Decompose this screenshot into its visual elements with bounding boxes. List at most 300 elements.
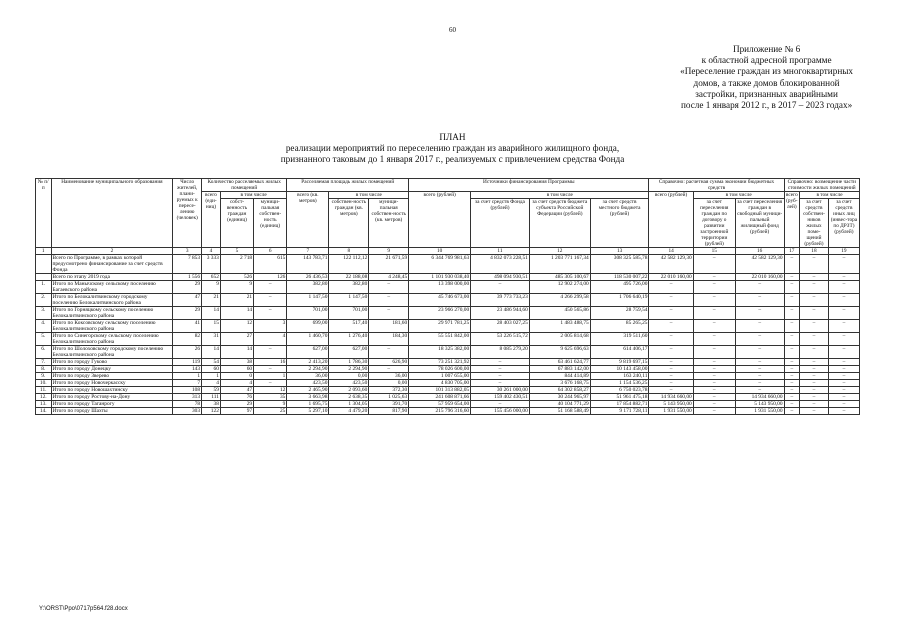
value-cell: – xyxy=(784,274,800,281)
value-cell: 55 551 842,00 xyxy=(409,333,471,346)
value-cell: 450 565,86 xyxy=(529,307,590,320)
row-number-cell: 12. xyxy=(36,394,52,401)
header-cell-area-muni: муници-пальная собствен-ность (кв. метров) xyxy=(369,199,409,248)
value-cell: – xyxy=(800,255,829,274)
value-cell: 97 xyxy=(220,408,253,415)
value-cell: – xyxy=(254,281,287,294)
municipality-name-cell: Итого по городу Новошахтинску xyxy=(51,387,173,394)
value-cell: 47 xyxy=(173,294,202,307)
value-cell: 423,50 xyxy=(287,380,329,387)
value-cell: 23 486 944,60 xyxy=(471,307,530,320)
value-cell: 2 638,35 xyxy=(329,394,369,401)
value-cell: 652 xyxy=(202,274,221,281)
value-cell: 21 671,59 xyxy=(369,255,409,274)
value-cell: 2 005 814,68 xyxy=(529,333,590,346)
column-number-cell: 9 xyxy=(369,248,409,255)
column-number-cell: 6 xyxy=(254,248,287,255)
value-cell: 1 304,05 xyxy=(329,401,369,408)
value-cell: – xyxy=(800,401,829,408)
municipality-name-cell: Итого по городу Зверево xyxy=(51,373,173,380)
value-cell: 17 854 882,71 xyxy=(590,401,649,408)
value-cell: – xyxy=(649,333,693,346)
value-cell: 1 xyxy=(202,373,221,380)
value-cell: 0,00 xyxy=(329,373,369,380)
column-number-cell: 10 xyxy=(409,248,471,255)
value-cell: – xyxy=(828,333,859,346)
value-cell: 215 796 316,60 xyxy=(409,408,471,415)
value-cell: 31 xyxy=(202,333,221,346)
value-cell: 14 xyxy=(202,346,221,359)
value-cell: 4 xyxy=(220,380,253,387)
municipality-name-cell: Итого по Белокалитвинскому городскому поселению Белокалитвинского района xyxy=(51,294,173,307)
value-cell: 701,00 xyxy=(329,307,369,320)
value-cell: – xyxy=(693,359,735,366)
value-cell: 101 313 882,05 xyxy=(409,387,471,394)
value-cell: – xyxy=(828,320,859,333)
header-cell-in-that: в том числе xyxy=(471,192,649,199)
value-cell: – xyxy=(828,387,859,394)
value-cell: – xyxy=(649,294,693,307)
value-cell: 12 902 274,00 xyxy=(529,281,590,294)
value-cell: – xyxy=(784,408,800,415)
value-cell: 1 007 655,00 xyxy=(409,373,471,380)
value-cell: 9 xyxy=(202,281,221,294)
value-cell: 51 961 475,18 xyxy=(590,394,649,401)
value-cell: 1 931 550,00 xyxy=(649,408,693,415)
table-row xyxy=(36,380,860,387)
value-cell: 78 026 600,00 xyxy=(409,366,471,373)
value-cell: 5 143 950,00 xyxy=(735,401,784,408)
value-cell: 1 695,75 xyxy=(287,401,329,408)
value-cell: – xyxy=(254,346,287,359)
header-cell-source-subject: за счет средств бюджета субъекта Российской Федерации (рублей) xyxy=(529,199,590,248)
value-cell: 42 582 129,30 xyxy=(735,255,784,274)
column-number-cell: 3 xyxy=(173,248,202,255)
value-cell: 184,30 xyxy=(369,333,409,346)
value-cell: – xyxy=(693,394,735,401)
value-cell: 27 xyxy=(220,333,253,346)
header-cell-area-owned: собствен-ность граждан (кв. метров) xyxy=(329,199,369,248)
value-cell: – xyxy=(800,281,829,294)
row-number-cell: 2. xyxy=(36,294,52,307)
value-cell: 155 456 000,00 xyxy=(471,408,530,415)
value-cell: 627,00 xyxy=(329,346,369,359)
row-number-cell: 5. xyxy=(36,333,52,346)
file-path-footer: Y:\ORST\Ppo\0717p564.f28.docx xyxy=(39,606,128,612)
value-cell: – xyxy=(693,320,735,333)
value-cell: – xyxy=(828,401,859,408)
value-cell: – xyxy=(828,294,859,307)
value-cell: 526 xyxy=(220,274,253,281)
value-cell: 85 265,25 xyxy=(590,320,649,333)
header-cell-in-that: в том числе xyxy=(693,192,784,199)
value-cell: 181,60 xyxy=(369,320,409,333)
value-cell: 45 746 673,00 xyxy=(409,294,471,307)
table-row xyxy=(36,394,860,401)
table-row xyxy=(36,274,860,281)
value-cell: 699,00 xyxy=(287,320,329,333)
value-cell: 29 xyxy=(220,401,253,408)
value-cell: – xyxy=(693,307,735,320)
value-cell: 122 112,12 xyxy=(329,255,369,274)
value-cell: 14 934 660,00 xyxy=(735,394,784,401)
plan-heading xyxy=(0,132,905,166)
value-cell: 2 294,90 xyxy=(287,366,329,373)
value-cell: 382,80 xyxy=(329,281,369,294)
value-cell: 22 188,08 xyxy=(329,274,369,281)
value-cell: – xyxy=(800,366,829,373)
table-row xyxy=(36,359,860,366)
value-cell: 1 203 771 167,34 xyxy=(529,255,590,274)
value-cell: 1 931 550,00 xyxy=(735,408,784,415)
row-number-cell xyxy=(36,274,52,281)
value-cell: 16 xyxy=(254,359,287,366)
value-cell: – xyxy=(649,359,693,366)
value-cell: 25 xyxy=(254,408,287,415)
column-number-cell: 13 xyxy=(590,248,649,255)
value-cell: – xyxy=(828,255,859,274)
value-cell: 626,90 xyxy=(369,359,409,366)
value-cell: – xyxy=(735,366,784,373)
row-number-cell: 1. xyxy=(36,281,52,294)
header-cell-refund-group: Справочно: возмещение части стоимости жилых помещений xyxy=(784,179,859,192)
table-header xyxy=(36,179,860,255)
value-cell: – xyxy=(693,380,735,387)
value-cell: – xyxy=(471,373,530,380)
value-cell: 15 xyxy=(202,320,221,333)
value-cell: – xyxy=(369,366,409,373)
value-cell: 12 xyxy=(254,387,287,394)
value-cell: – xyxy=(649,380,693,387)
value-cell: 1 556 xyxy=(173,274,202,281)
header-cell-no: № п/п xyxy=(36,179,52,248)
value-cell: – xyxy=(693,366,735,373)
appendix-line: «Переселение граждан из многоквартирных xyxy=(680,66,853,77)
value-cell: 26 xyxy=(173,346,202,359)
value-cell: – xyxy=(649,281,693,294)
value-cell: 82 xyxy=(173,333,202,346)
value-cell: – xyxy=(735,294,784,307)
value-cell: 4 832 073 228,51 xyxy=(471,255,530,274)
value-cell: – xyxy=(735,281,784,294)
value-cell: – xyxy=(369,294,409,307)
value-cell: – xyxy=(254,366,287,373)
value-cell: 4 xyxy=(254,333,287,346)
value-cell: 5 143 950,00 xyxy=(649,401,693,408)
row-number-cell: 11. xyxy=(36,387,52,394)
column-number-cell: 17 xyxy=(784,248,800,255)
value-cell: – xyxy=(800,380,829,387)
table-row xyxy=(36,294,860,307)
value-cell: 9 xyxy=(220,281,253,294)
value-cell: 14 xyxy=(220,307,253,320)
value-cell: 21 xyxy=(202,294,221,307)
value-cell: – xyxy=(693,333,735,346)
value-cell: 4 830 705,00 xyxy=(409,380,471,387)
header-cell-in-that: в том числе xyxy=(220,192,286,199)
table-row xyxy=(36,320,860,333)
value-cell: – xyxy=(784,366,800,373)
table-row xyxy=(36,401,860,408)
value-cell: 59 xyxy=(202,387,221,394)
column-number-cell: 14 xyxy=(649,248,693,255)
value-cell: 36,00 xyxy=(369,373,409,380)
value-cell: 2 294,90 xyxy=(329,366,369,373)
value-cell: – xyxy=(649,373,693,380)
value-cell: 2 718 xyxy=(220,255,253,274)
value-cell: – xyxy=(800,333,829,346)
value-cell: – xyxy=(735,373,784,380)
table-row xyxy=(36,366,860,373)
header-cell-count-total: всего (еди-ниц) xyxy=(202,192,221,248)
appendix-line: домов, а также домов блокированной xyxy=(693,77,840,88)
row-number-cell: 4. xyxy=(36,320,52,333)
value-cell: 60 xyxy=(220,366,253,373)
row-number-cell: 3. xyxy=(36,307,52,320)
value-cell: – xyxy=(254,307,287,320)
header-cell-residents: Число жителей, плани-руемых к пересе-лению (человек) xyxy=(173,179,202,248)
appendix-block xyxy=(680,44,853,111)
value-cell: – xyxy=(471,401,530,408)
value-cell: – xyxy=(800,320,829,333)
value-cell: – xyxy=(649,387,693,394)
column-number-row xyxy=(36,248,860,255)
value-cell: 29 xyxy=(173,307,202,320)
value-cell: 159 402 430,51 xyxy=(471,394,530,401)
value-cell: 1 xyxy=(254,373,287,380)
column-number-cell: 18 xyxy=(800,248,829,255)
value-cell: – xyxy=(784,281,800,294)
column-number-cell: 2 xyxy=(51,248,173,255)
value-cell: 14 xyxy=(220,346,253,359)
column-number-cell: 7 xyxy=(287,248,329,255)
municipality-name-cell: Всего по этапу 2019 года xyxy=(51,274,173,281)
table-row xyxy=(36,408,860,415)
plan-table xyxy=(35,178,860,415)
value-cell: – xyxy=(693,281,735,294)
value-cell: 38 xyxy=(220,359,253,366)
value-cell: – xyxy=(784,387,800,394)
value-cell: 1 276,40 xyxy=(329,333,369,346)
header-cell-economy-group: Справочно: расчетная сумма экономии бюджетных средств xyxy=(649,179,784,192)
row-number-cell: 9. xyxy=(36,373,52,380)
value-cell: – xyxy=(369,307,409,320)
value-cell: 30 244 965,97 xyxy=(529,394,590,401)
value-cell: 4 248,45 xyxy=(369,274,409,281)
row-number-cell xyxy=(36,255,52,274)
appendix-line: застройки, признанных аварийными xyxy=(695,88,838,99)
value-cell: 313 xyxy=(173,394,202,401)
value-cell: 3 333 xyxy=(202,255,221,274)
value-cell: 108 xyxy=(173,387,202,394)
value-cell: 3 663,98 xyxy=(287,394,329,401)
value-cell: – xyxy=(800,373,829,380)
value-cell: 143 xyxy=(173,366,202,373)
value-cell: – xyxy=(800,274,829,281)
header-cell-count-group: Количество расселяемых жилых помещений xyxy=(202,179,287,192)
value-cell: 614 406,17 xyxy=(590,346,649,359)
value-cell: 12 xyxy=(220,320,253,333)
value-cell: 126 xyxy=(254,274,287,281)
municipality-name-cell: Итого по Синегорскому сельскому поселению Белокалитвинского района xyxy=(51,333,173,346)
value-cell: 111 xyxy=(202,394,221,401)
value-cell: 13 398 000,00 xyxy=(409,281,471,294)
value-cell: – xyxy=(828,274,859,281)
row-number-cell: 10. xyxy=(36,380,52,387)
appendix-line: Приложение № 6 xyxy=(732,44,801,54)
header-cell-economy-total: всего (рублей) xyxy=(649,192,693,248)
value-cell: 35 xyxy=(254,394,287,401)
plan-subtitle-line: реализации мероприятий по переселению граждан из аварийного жилищного фонда, xyxy=(285,143,620,154)
value-cell: 73 251 321,92 xyxy=(409,359,471,366)
municipality-name-cell: Итого по Горняцкому сельскому поселению Белокалитвинского района xyxy=(51,307,173,320)
plan-subtitle-line: признанного таковым до 1 января 2017 г., реализуемых с привлечением средства Фонда xyxy=(280,154,625,165)
value-cell: – xyxy=(471,366,530,373)
value-cell: 54 xyxy=(202,359,221,366)
value-cell: – xyxy=(828,366,859,373)
value-cell: 485 305 100,67 xyxy=(529,274,590,281)
value-cell: 382,80 xyxy=(287,281,329,294)
value-cell: – xyxy=(828,408,859,415)
header-cell-economy-free-fund: за счет переселения граждан в свободный муници-пальный жилищный фонд (рублей) xyxy=(735,199,784,248)
value-cell: – xyxy=(471,359,530,366)
value-cell: 14 xyxy=(202,307,221,320)
value-cell: 627,00 xyxy=(287,346,329,359)
value-cell: 844 414,89 xyxy=(529,373,590,380)
value-cell: – xyxy=(649,307,693,320)
municipality-name-cell: Итого по городу Таганрогу xyxy=(51,401,173,408)
value-cell: 51 168 588,49 xyxy=(529,408,590,415)
header-cell-count-muni: муници-пальная собствен-ность (единиц) xyxy=(254,199,287,248)
value-cell: 2 465,90 xyxy=(287,387,329,394)
column-number-cell: 12 xyxy=(529,248,590,255)
value-cell: 14 934 660,00 xyxy=(649,394,693,401)
value-cell: 817,90 xyxy=(369,408,409,415)
value-cell: 26 436,53 xyxy=(287,274,329,281)
value-cell: 63 461 624,77 xyxy=(529,359,590,366)
value-cell: – xyxy=(784,320,800,333)
value-cell: 6 750 023,78 xyxy=(590,387,649,394)
value-cell: – xyxy=(735,380,784,387)
value-cell: – xyxy=(693,346,735,359)
value-cell: 163 240,11 xyxy=(590,373,649,380)
plan-title: ПЛАН xyxy=(439,132,466,142)
municipality-name-cell: Итого по Шолоховскому городскому поселению Белокалитвинского района xyxy=(51,346,173,359)
value-cell: 423,50 xyxy=(329,380,369,387)
value-cell: – xyxy=(800,408,829,415)
table-row xyxy=(36,387,860,394)
value-cell: 0 xyxy=(220,373,253,380)
value-cell: – xyxy=(784,359,800,366)
value-cell: 1 147,50 xyxy=(329,294,369,307)
value-cell: – xyxy=(369,281,409,294)
value-cell: 303 xyxy=(173,408,202,415)
value-cell: 36,00 xyxy=(287,373,329,380)
value-cell: 4 266 299,58 xyxy=(529,294,590,307)
value-cell: – xyxy=(735,333,784,346)
value-cell: – xyxy=(735,307,784,320)
municipality-name-cell: Итого по городу Шахты xyxy=(51,408,173,415)
value-cell: 78 xyxy=(173,401,202,408)
header-cell-count-owned: собст-венность граждан (единиц) xyxy=(220,199,253,248)
value-cell: 9 xyxy=(254,401,287,408)
value-cell: 241 608 871,66 xyxy=(409,394,471,401)
column-number-cell: 11 xyxy=(471,248,530,255)
value-cell: 18 325 382,00 xyxy=(409,346,471,359)
value-cell: 701,00 xyxy=(287,307,329,320)
header-cell-economy-development: за счет переселения граждан по договору о развитии застроенной территории (рублей) xyxy=(693,199,735,248)
header-cell-name: Наименование муниципального образования xyxy=(51,179,173,248)
value-cell: 47 xyxy=(220,387,253,394)
value-cell: – xyxy=(800,359,829,366)
table-row xyxy=(36,333,860,346)
appendix-line: после 1 января 2012 г., в 2017 – 2023 годах» xyxy=(680,100,853,111)
value-cell: 5 297,10 xyxy=(287,408,329,415)
value-cell: 53 226 515,72 xyxy=(471,333,530,346)
value-cell: – xyxy=(800,394,829,401)
value-cell: – xyxy=(784,294,800,307)
value-cell: – xyxy=(784,401,800,408)
value-cell: 67 883 142,00 xyxy=(529,366,590,373)
municipality-name-cell: Всего по Программе, в рамках которой предусмотрено финансирование за счет средств Фонда xyxy=(51,255,173,274)
table-row xyxy=(36,281,860,294)
row-number-cell: 14. xyxy=(36,408,52,415)
value-cell: 76 xyxy=(220,394,253,401)
column-number-cell: 8 xyxy=(329,248,369,255)
value-cell: – xyxy=(254,380,287,387)
value-cell: 30 261 000,00 xyxy=(471,387,530,394)
header-cell-refund-owners: за счет средств собствен-ников жилых поме-щений (рублей) xyxy=(800,199,829,248)
column-number-cell: 4 xyxy=(202,248,221,255)
value-cell: – xyxy=(471,380,530,387)
value-cell: 2 093,60 xyxy=(329,387,369,394)
value-cell: 391,70 xyxy=(369,401,409,408)
header-cell-area-group: Расселяемая площадь жилых помещений xyxy=(287,179,409,192)
row-number-cell: 13. xyxy=(36,401,52,408)
value-cell: 29 xyxy=(173,281,202,294)
table-row xyxy=(36,307,860,320)
header-cell-source-group: Источники финансирования Программы xyxy=(409,179,649,192)
value-cell: 39 773 733,23 xyxy=(471,294,530,307)
value-cell: 517,40 xyxy=(329,320,369,333)
value-cell: 1 xyxy=(173,373,202,380)
value-cell: – xyxy=(800,346,829,359)
value-cell: 40 104 771,29 xyxy=(529,401,590,408)
value-cell: 23 966 270,00 xyxy=(409,307,471,320)
value-cell: – xyxy=(693,255,735,274)
row-number-cell: 7. xyxy=(36,359,52,366)
value-cell: 4 479,20 xyxy=(329,408,369,415)
value-cell: 7 853 xyxy=(173,255,202,274)
table-row xyxy=(36,255,860,274)
value-cell: 22 010 160,00 xyxy=(649,274,693,281)
table-row xyxy=(36,346,860,359)
row-number-cell: 8. xyxy=(36,366,52,373)
header-cell-source-fund: за счет средств Фонда (рублей) xyxy=(471,199,530,248)
value-cell: 38 xyxy=(202,401,221,408)
value-cell: 372,30 xyxy=(369,387,409,394)
header-cell-refund-total: всего (руб-лей) xyxy=(784,192,800,248)
value-cell: – xyxy=(784,394,800,401)
header-cell-source-local: за счет средств местного бюджета (рублей) xyxy=(590,199,649,248)
table-body xyxy=(36,255,860,415)
value-cell: – xyxy=(784,346,800,359)
value-cell: 119 xyxy=(173,359,202,366)
value-cell: – xyxy=(828,373,859,380)
value-cell: 308 325 585,78 xyxy=(590,255,649,274)
municipality-name-cell: Итого по городу Гуково xyxy=(51,359,173,366)
value-cell: 1 154 536,25 xyxy=(590,380,649,387)
